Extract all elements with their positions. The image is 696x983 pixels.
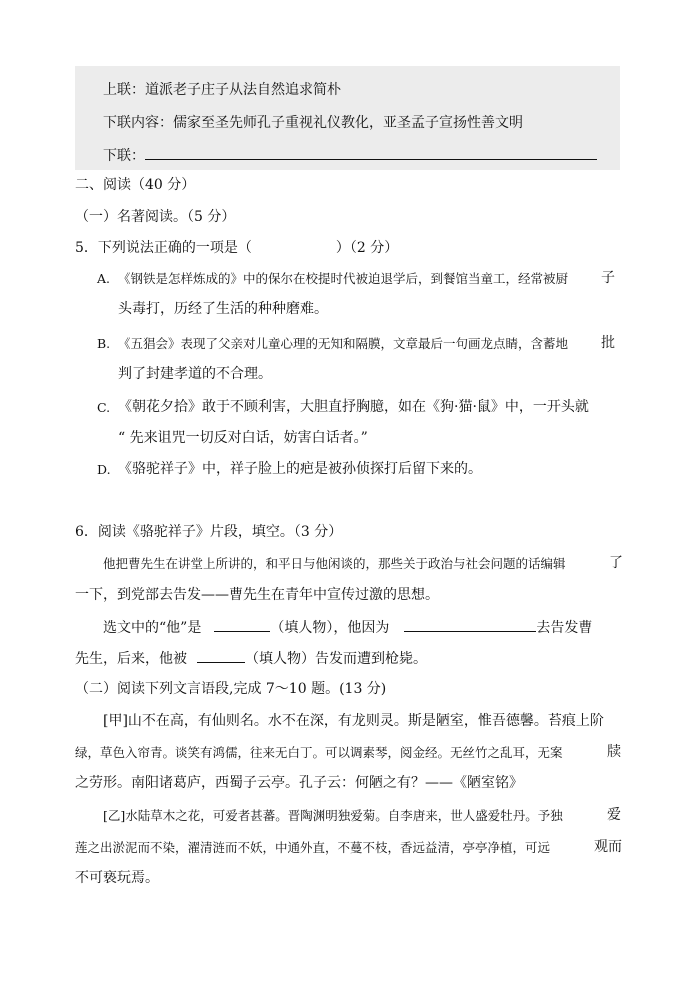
couplet-lower-label: 下联：: [103, 148, 145, 164]
couplet-lower-answer: [103, 145, 597, 166]
q5-option-b-text-cont: 判了封建孝道的不合理。: [118, 366, 272, 382]
q6-blank-reason[interactable]: [404, 617, 536, 632]
q6-passage-line1-tail: 了: [609, 555, 623, 571]
q5-option-b-letter: B.: [97, 336, 111, 351]
q5-option-c-text-cont: “ 先来诅咒一切反对白话，妨害白话者。”: [118, 430, 368, 446]
q6-fill-c: 去告发曹: [536, 620, 593, 636]
passage-jia-line2-tail: 牍: [607, 744, 621, 760]
q5-option-a-text: 《钢铁是怎样炼成的》中的保尔在校提时代被迫退学后，到餐馆当童工，经常被厨: [118, 271, 569, 286]
passage-jia-line1: [甲]山不在高，有仙则名。水不在深，有龙则灵。斯是陋室，惟吾德馨。苔痕上阶: [103, 713, 604, 729]
q5-option-a-letter: A.: [97, 271, 111, 286]
q5-option-b-tail: 批: [601, 335, 615, 351]
passage-yi-line2-tail: 观而: [594, 839, 622, 855]
q6-fill-a: 选文中的“他”是: [103, 620, 202, 636]
q5-option-d-text: 《骆驼祥子》中，祥子脸上的疤是被孙侦探打后留下来的。: [118, 461, 482, 477]
q6-passage-line1: 他把曹先生在讲堂上所讲的，和平日与他闲谈的，那些关于政治与社会问题的话编辑: [103, 556, 566, 571]
part1-heading: （一）名著阅读。（5 分）: [75, 209, 236, 225]
q5-stem: [75, 238, 398, 258]
q5-option-a-tail: 子: [601, 270, 615, 286]
passage-yi-line1: [乙]水陆草木之花，可爱者甚蕃。晋陶渊明独爱菊。自李唐来，世人盛爱牡丹。予独: [103, 808, 563, 823]
couplet-lower-content: 下联内容：儒家至圣先师孔子重视礼仪教化，亚圣孟子宣扬性善文明: [103, 115, 523, 131]
q5-stem-start: 5．下列说法正确的一项是（: [75, 240, 252, 256]
q5-option-d-letter: D.: [97, 462, 111, 477]
q6-blank-person1[interactable]: [214, 617, 270, 632]
q6-passage-line2: 一下，到党部去告发——曹先生在青年中宣传过激的思想。: [75, 587, 439, 603]
q6-fill-line2: [75, 648, 427, 669]
q5-option-c-text: 《朝花夕拾》敢于不顾利害，大胆直抒胸臆，如在《狗·猫·鼠》中，一开头就: [118, 399, 589, 415]
q6-fill-line1: [103, 617, 592, 638]
q5-stem-end: ）（2 分）: [335, 240, 399, 256]
q5-option-b-text: 《五猖会》表现了父亲对儿童心理的无知和隔膜，文章最后一句画龙点睛，含蓄地: [118, 336, 569, 351]
passage-yi-line2: 莲之出淤泥而不染，濯清涟而不妖，中通外直，不蔓不枝，香远益清，亭亭净植，可远: [75, 840, 551, 855]
part2-heading: （二）阅读下列文言语段,完成 7～10 题。(13 分): [75, 681, 387, 697]
passage-jia-line2: 绿，草色入帘青。谈笑有鸿儒，往来无白丁。可以调素琴，阅金经。无丝竹之乱耳，无案: [75, 745, 563, 760]
passage-yi-line3: 不可亵玩焉。: [75, 870, 159, 886]
passage-jia-line3: 之劳形。南阳诸葛庐，西蜀子云亭。孔子云：何陋之有？——《陋室铭》: [75, 775, 523, 791]
q6-fill-e: （填人物）告发而遭到枪毙。: [245, 651, 427, 667]
q5-option-a-text-cont: 头毒打，历经了生活的种种磨难。: [118, 301, 328, 317]
q5-option-c-letter: C.: [97, 400, 111, 415]
q6-blank-person2[interactable]: [197, 648, 245, 663]
couplet-upper: 上联：道派老子庄子从法自然追求简朴: [103, 82, 341, 98]
section-heading: 二、阅读（40 分）: [75, 177, 196, 193]
q6-stem: 6．阅读《骆驼祥子》片段，填空。（3 分）: [75, 524, 343, 540]
q6-fill-d: 先生，后来，他被: [75, 651, 187, 667]
couplet-answer-blank[interactable]: [145, 145, 597, 160]
q6-fill-b: （填人物），他因为: [270, 620, 390, 636]
passage-yi-line1-tail: 爱: [607, 807, 621, 823]
